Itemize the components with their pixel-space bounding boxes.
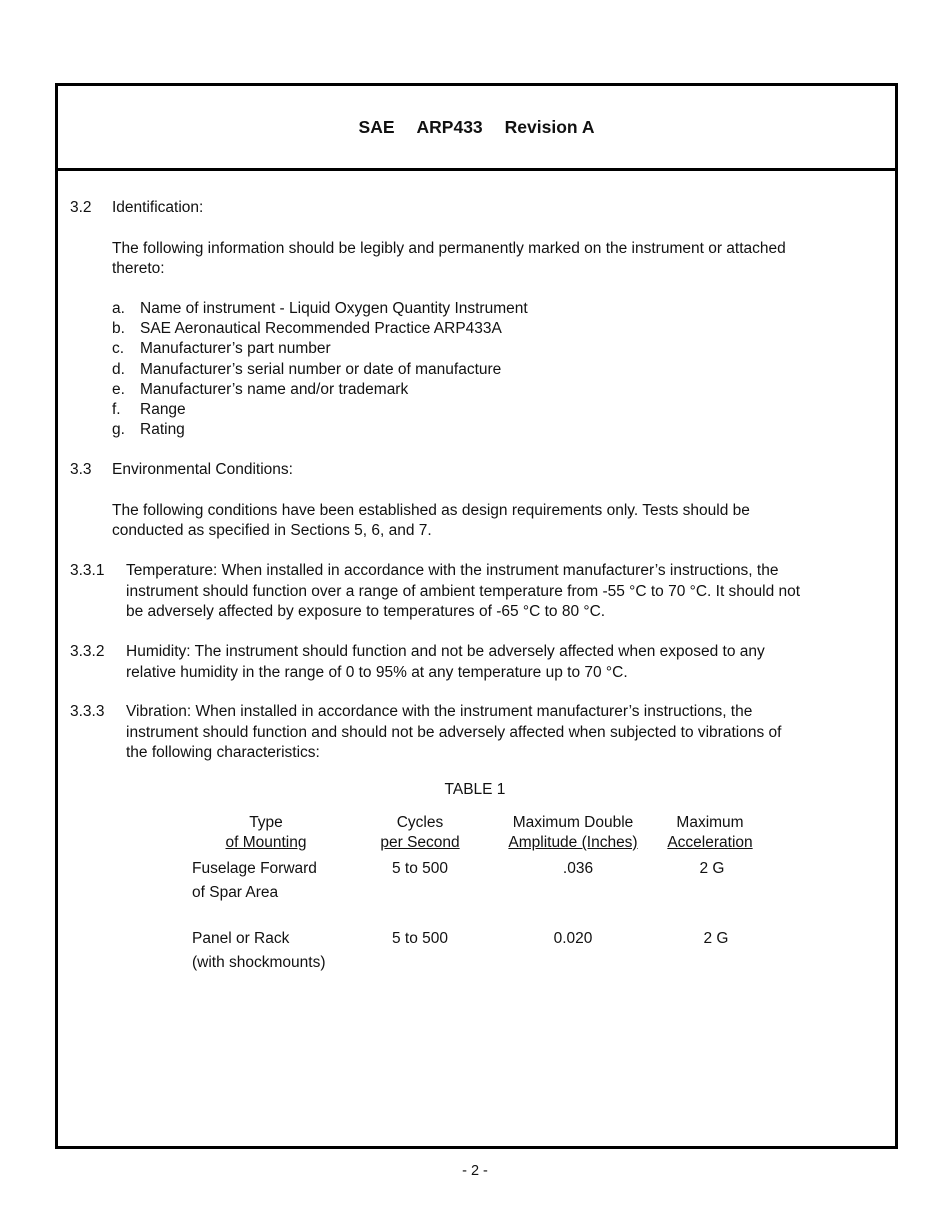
table-caption: TABLE 1 — [444, 781, 506, 798]
section-3-2-intro-line2: thereto: — [112, 260, 165, 277]
list-marker-d: d. — [112, 361, 125, 378]
section-3-3-line1: The following conditions have been established as design requirements only. Tests should be — [112, 502, 750, 519]
list-item-d: Manufacturer’s serial number or date of manufacture — [140, 361, 502, 378]
list-item-g: Rating — [140, 421, 185, 438]
header-org: SAE — [358, 116, 395, 137]
list-marker-a: a. — [112, 300, 125, 317]
table-row-2-cycles: 5 to 500 — [391, 930, 449, 947]
col-header-cycles: Cycles — [396, 814, 444, 831]
list-marker-g: g. — [112, 421, 125, 438]
list-marker-b: b. — [112, 320, 125, 337]
col-header-type: Type — [249, 814, 283, 831]
table-row-2-type-line2: (with shockmounts) — [192, 954, 326, 971]
section-3-3-3-line3: the following characteristics: — [126, 744, 320, 761]
list-item-e: Manufacturer’s name and/or trademark — [140, 381, 409, 398]
table-row-1-amplitude: .036 — [562, 860, 594, 877]
col-header-acceleration-sub: Acceleration — [667, 834, 753, 851]
section-3-3-1-line1: Temperature: When installed in accordance with the instrument manufacturer’s instructions, the — [126, 562, 779, 579]
list-item-c: Manufacturer’s part number — [140, 340, 331, 357]
table-row-2-type-line1: Panel or Rack — [192, 930, 290, 947]
section-3-3-2-number: 3.3.2 — [70, 643, 105, 660]
document-header — [58, 86, 895, 171]
table-row-2-amplitude: 0.020 — [553, 930, 593, 947]
header-doc-number: ARP433 — [416, 116, 483, 137]
col-header-cycles-sub: per Second — [380, 834, 460, 851]
page-number: - 2 - — [462, 1163, 488, 1179]
col-header-amplitude: Maximum Double — [512, 814, 634, 831]
section-3-3-1-line2: instrument should function over a range of ambient temperature from -55 °C to 70 °C. It should not — [126, 583, 801, 600]
col-header-amplitude-sub: Amplitude (Inches) — [508, 834, 638, 851]
section-3-3-2-line1: Humidity: The instrument should function and not be adversely affected when exposed to any — [126, 643, 765, 660]
list-item-b: SAE Aeronautical Recommended Practice ARP433A — [140, 320, 502, 337]
list-marker-f: f. — [112, 401, 121, 418]
section-3-3-3-line1: Vibration: When installed in accordance with the instrument manufacturer’s instructions, the — [126, 703, 753, 720]
table-row-1-type-line1: Fuselage Forward — [192, 860, 317, 877]
list-item-a: Name of instrument - Liquid Oxygen Quantity Instrument — [140, 300, 528, 317]
section-3-3-2-line2: relative humidity in the range of 0 to 95% at any temperature up to 70 °C. — [126, 664, 628, 681]
table-row-1-cycles: 5 to 500 — [391, 860, 449, 877]
header-revision: Revision A — [504, 116, 595, 137]
section-3-2-intro-line1: The following information should be legibly and permanently marked on the instrument or attached — [112, 240, 786, 257]
list-marker-e: e. — [112, 381, 125, 398]
table-row-1-acceleration: 2 G — [699, 860, 725, 877]
section-3-3-number: 3.3 — [70, 461, 92, 478]
list-item-f: Range — [140, 401, 186, 418]
col-header-type-sub: of Mounting — [225, 834, 307, 851]
list-marker-c: c. — [112, 340, 125, 357]
section-3-2-number: 3.2 — [70, 199, 92, 216]
table-row-2-acceleration: 2 G — [703, 930, 729, 947]
table-row-1-type-line2: of Spar Area — [192, 884, 279, 901]
col-header-acceleration: Maximum — [676, 814, 744, 831]
section-3-3-3-line2: instrument should function and should not be adversely affected when subjected to vibrations of — [126, 724, 782, 741]
section-3-3-3-number: 3.3.3 — [70, 703, 105, 720]
section-3-2-title: Identification: — [112, 199, 204, 216]
section-3-3-1-line3: be adversely affected by exposure to temperatures of -65 °C to 80 °C. — [126, 603, 606, 620]
section-3-3-1-number: 3.3.1 — [70, 562, 105, 579]
section-3-3-title: Environmental Conditions: — [112, 461, 293, 478]
section-3-3-line2: conducted as specified in Sections 5, 6, and 7. — [112, 522, 432, 539]
